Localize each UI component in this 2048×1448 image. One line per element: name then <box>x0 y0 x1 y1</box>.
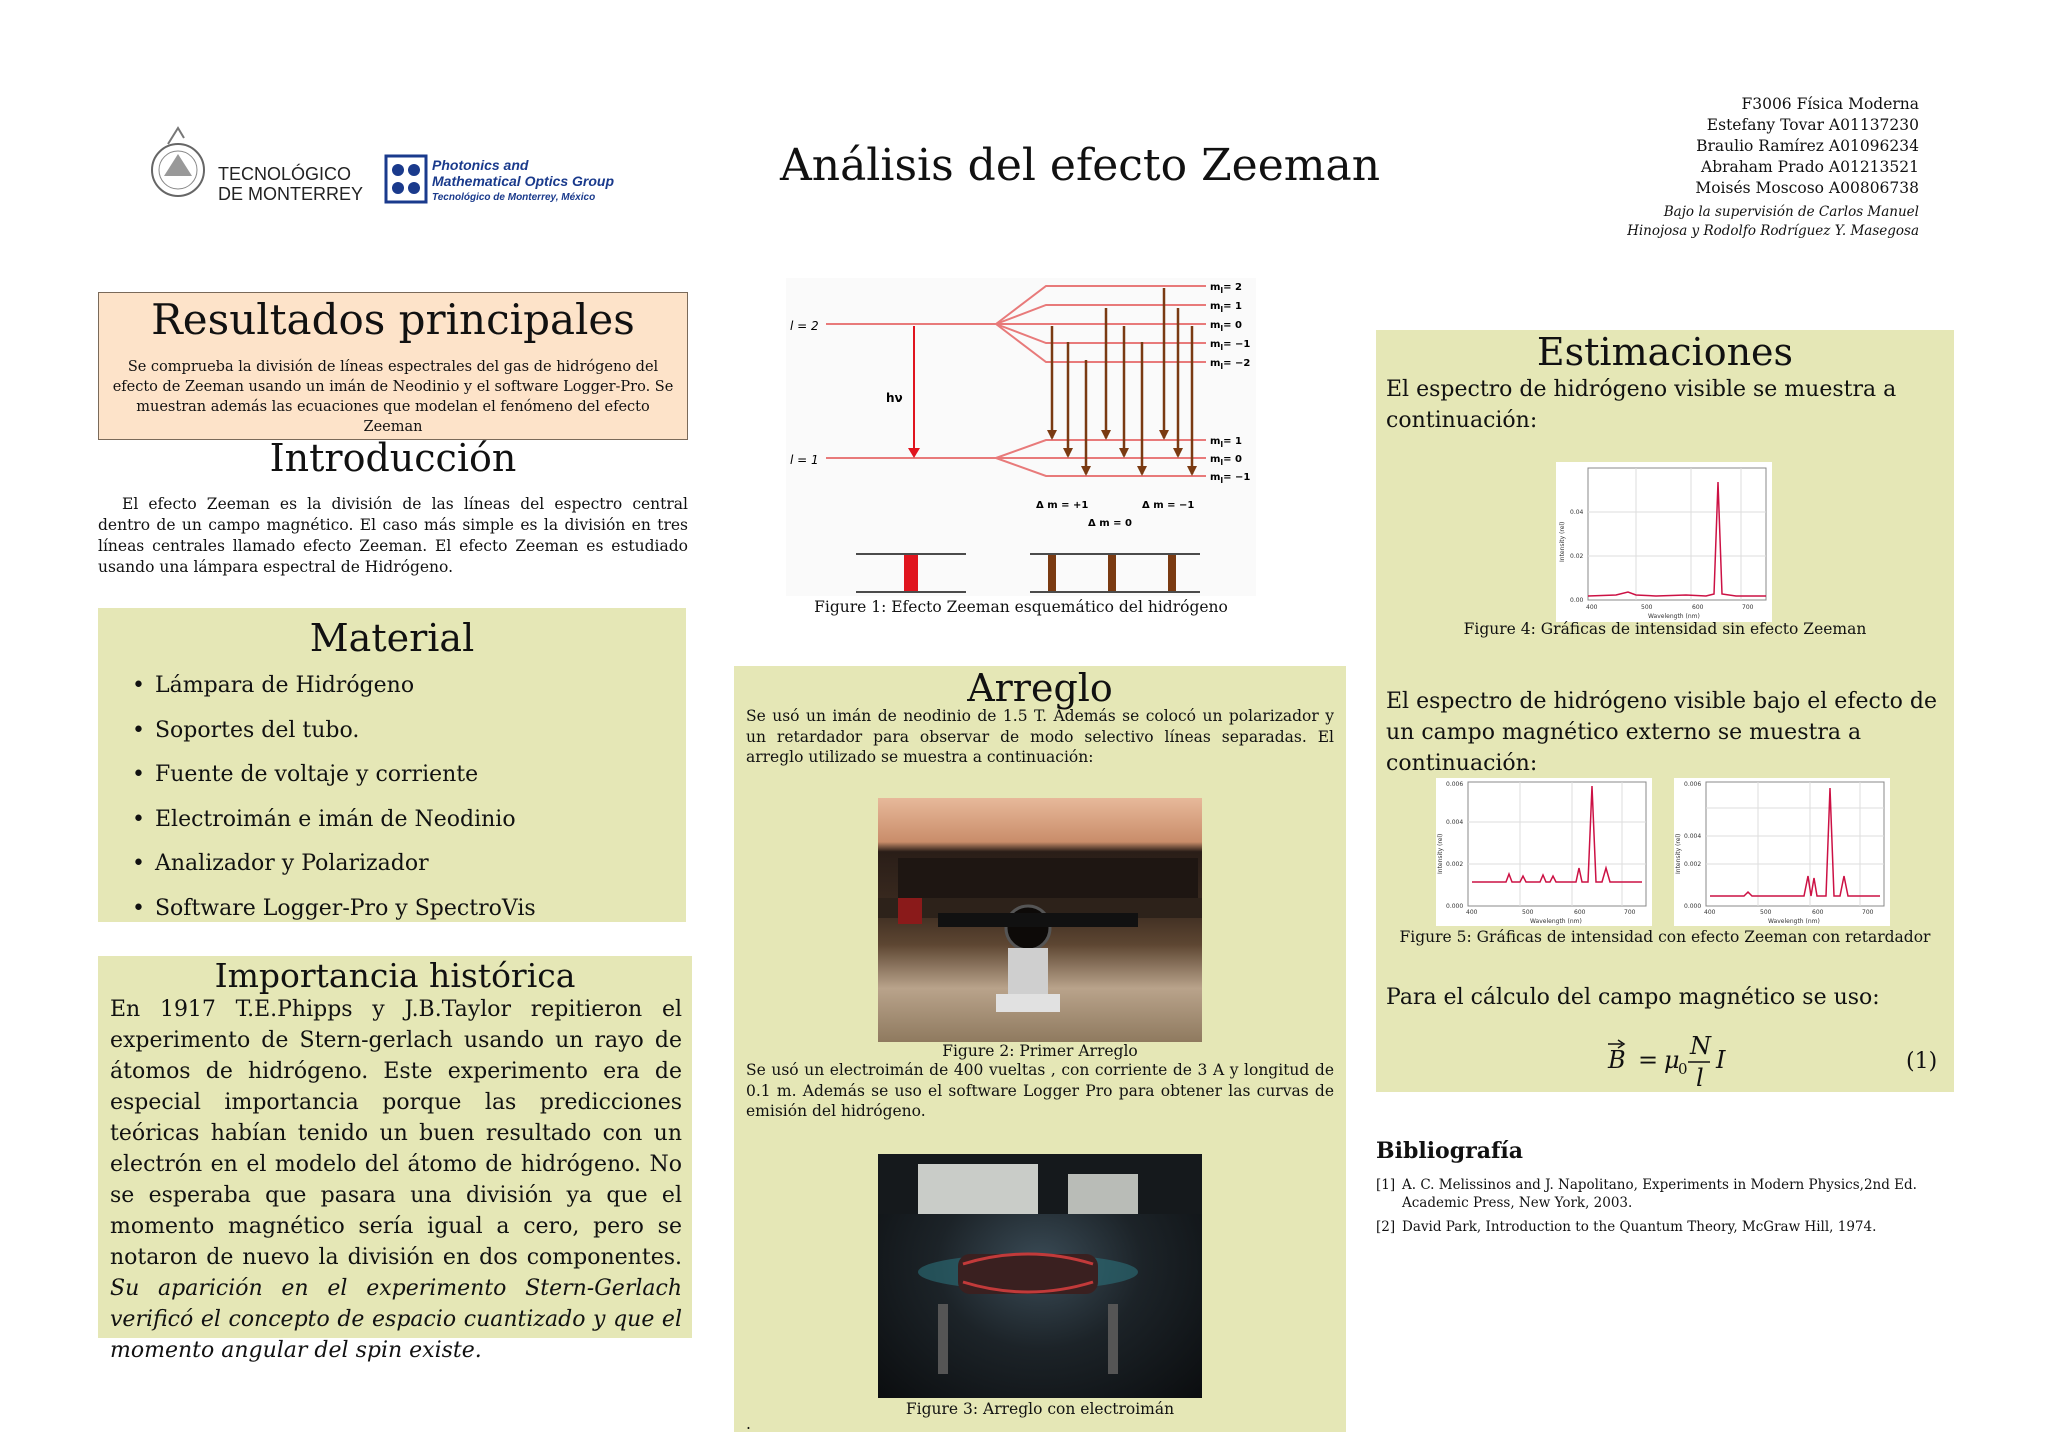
svg-text:0.006: 0.006 <box>1446 781 1464 788</box>
arreglo-box <box>734 666 1346 1432</box>
institution-name-line2: DE MONTERREY <box>218 184 364 204</box>
svg-text:N: N <box>1690 1032 1711 1060</box>
svg-text:500: 500 <box>1641 604 1653 611</box>
setup-photo-2 <box>878 1154 1202 1398</box>
figure4-caption: Figure 4: Gráficas de intensidad sin efecto Zeeman <box>1463 620 1867 638</box>
dm-zero: Δ m = 0 <box>1088 518 1132 529</box>
material-list <box>132 664 536 931</box>
supervision-line2: Hinojosa y Rodolfo Rodríguez Y. Masegosa <box>1627 223 1919 239</box>
svg-text:500: 500 <box>1760 909 1772 916</box>
list-item <box>1376 1218 1966 1236</box>
svg-text:600: 600 <box>1574 909 1586 916</box>
svg-text:700: 700 <box>1742 604 1754 611</box>
svg-text:Wavelength (nm): Wavelength (nm) <box>1648 613 1700 620</box>
svg-text:0.002: 0.002 <box>1446 861 1464 868</box>
list-item: • Electroimán e imán de Neodinio <box>132 798 536 843</box>
photonics-group-logo <box>384 154 616 204</box>
group-line3: Tecnológico de Monterrey, México <box>432 192 596 203</box>
magnetic-field-equation <box>1376 1032 1954 1092</box>
list-item: • Analizador y Polarizador <box>132 842 536 887</box>
svg-text:0.000: 0.000 <box>1446 903 1464 910</box>
ref-number: [2] <box>1376 1219 1396 1235</box>
svg-text:0.02: 0.02 <box>1570 553 1584 560</box>
svg-text:600: 600 <box>1812 909 1824 916</box>
estimaciones-p2: El espectro de hidrógeno visible bajo el efecto de un campo magnético externo se muestra a continuación: <box>1386 689 1937 776</box>
svg-text:ml= 1: $m_l= 1$ <box>1210 301 1242 314</box>
bibliografia-list <box>1376 1176 1966 1242</box>
estimaciones-p1: El espectro de hidrógeno visible se muestra a continuación: <box>1386 377 1897 433</box>
svg-text:ml= 1: $m_l= 1$ <box>1210 436 1242 449</box>
photon-label: hν <box>886 391 903 405</box>
svg-text:Wavelength (nm): Wavelength (nm) <box>1768 918 1820 925</box>
figure5-caption: Figure 5: Gráficas de intensidad con efecto Zeeman con retardador <box>1399 928 1931 946</box>
group-line2: Mathematical Optics Group <box>432 173 615 189</box>
figure1-caption: Figure 1: Efecto Zeeman esquemático del hidrógeno <box>814 598 1228 616</box>
svg-text:B: B <box>1608 1046 1626 1074</box>
arreglo-text1: Se usó un imán de neodinio de 1.5 T. Además se colocó un polarizador y un retardador para observar de modo selectivo líneas separadas. El arreglo utilizado se muestra a continuación: <box>746 707 1334 766</box>
photonics-icon <box>386 156 426 202</box>
svg-text:400: 400 <box>1704 909 1716 916</box>
estimaciones-box <box>1376 330 1954 1092</box>
spectrum-graph-field-1 <box>1436 778 1652 926</box>
arreglo-title: Arreglo <box>967 666 1113 710</box>
tec-monterrey-logo <box>144 124 384 214</box>
author-2: Braulio Ramírez A01096234 <box>1696 137 1919 155</box>
svg-text:600: 600 <box>1692 604 1704 611</box>
svg-text:0.004: 0.004 <box>1684 833 1702 840</box>
equation-number: (1) <box>1906 1049 1938 1074</box>
author-4: Moisés Moscoso A00806738 <box>1695 179 1919 197</box>
level-upper: l = 2 <box>790 319 819 333</box>
svg-text:400: 400 <box>1466 909 1478 916</box>
svg-text:I: I <box>1716 1046 1726 1074</box>
historia-text <box>110 994 682 1366</box>
list-item: • Lámpara de Hidrógeno <box>132 664 536 709</box>
list-item: • Software Logger-Pro y SpectroVis <box>132 887 536 932</box>
svg-text:0.006: 0.006 <box>1684 781 1702 788</box>
svg-text:0.04: 0.04 <box>1570 509 1584 516</box>
svg-text:400: 400 <box>1586 604 1598 611</box>
svg-text:ml= 2: $m_l= 2$ <box>1210 282 1242 295</box>
dm-minus: Δ m = −1 <box>1142 500 1195 511</box>
spectrum-graph-no-field <box>1556 462 1772 622</box>
svg-text:Wavelength (nm): Wavelength (nm) <box>1530 918 1582 925</box>
svg-text:0: 0 <box>1678 1060 1688 1078</box>
svg-text:Intensity (rel): Intensity (rel) <box>1437 833 1444 874</box>
poster-title: Análisis del efecto Zeeman <box>779 140 1381 191</box>
svg-text:ml= 0: $m_l= 0$ <box>1210 454 1242 467</box>
estimaciones-p3: Para el cálculo del campo magnético se uso: <box>1386 985 1880 1010</box>
figure2-caption: Figure 2: Primer Arreglo <box>942 1042 1138 1060</box>
seal-icon <box>152 128 204 196</box>
author-3: Abraham Prado A01213521 <box>1701 158 1919 176</box>
institution-name-line1: TECNOLÓGICO <box>218 164 352 184</box>
material-title: Material <box>309 616 475 660</box>
svg-text:ml= −1: $m_l= -1$ <box>1210 339 1251 352</box>
svg-text:ml= −2: $m_l= -2$ <box>1210 358 1251 371</box>
course-name: F3006 Física Moderna <box>1741 95 1919 113</box>
level-lower: l = 1 <box>790 453 819 467</box>
svg-text:ml= −1: $m_l= -1$ <box>1210 472 1251 485</box>
ref-text: David Park, Introduction to the Quantum Theory, McGraw Hill, 1974. <box>1402 1219 1877 1235</box>
spectrum-graph-field-2 <box>1674 778 1890 926</box>
author-block <box>1627 94 1919 241</box>
arreglo-text2: Se usó un electroimán de 400 vueltas , con corriente de 3 A y longitud de 0.1 m. Además se uso el software Logger Pro para obtener las curvas de emisión del hidrógeno. <box>746 1061 1334 1120</box>
svg-text:0.000: 0.000 <box>1684 903 1702 910</box>
trailing-dot: . <box>746 1415 751 1433</box>
historia-title: Importancia histórica <box>214 956 576 995</box>
svg-text:0.00: 0.00 <box>1570 597 1584 604</box>
author-1: Estefany Tovar A01137230 <box>1706 116 1919 134</box>
setup-photo-1 <box>878 798 1202 1042</box>
bibliografia-title: Bibliografía <box>1376 1138 1524 1164</box>
historia-italic: Su aparición en el experimento Stern-Gerlach verificó el concepto de espacio cuantizado y que el momento angular del spin existe. <box>110 1276 682 1363</box>
supervision-line1: Bajo la supervisión de Carlos Manuel <box>1663 204 1919 220</box>
svg-text:500: 500 <box>1522 909 1534 916</box>
svg-text:Intensity (rel): Intensity (rel) <box>1675 833 1682 874</box>
resultados-box <box>98 292 688 440</box>
svg-text:ml= 0: $m_l= 0$ <box>1210 320 1242 333</box>
list-item: • Fuente de voltaje y corriente <box>132 753 536 798</box>
resultados-text: Se comprueba la división de líneas espectrales del gas de hidrógeno del efecto de Zeeman usando un imán de Neodinio y el software Logger-Pro. Se muestran además las ecuaciones que modelan el fenómeno del efecto Zeeman <box>112 359 674 435</box>
svg-text:μ: μ <box>1664 1046 1680 1074</box>
material-box <box>98 608 686 922</box>
group-line1: Photonics and <box>432 157 529 173</box>
svg-text:0.004: 0.004 <box>1446 819 1464 826</box>
introduccion-text: El efecto Zeeman es la división de las líneas del espectro central dentro de un campo magnético. El caso más simple es la división en tres líneas centrales llamado efecto Zeeman. El efecto Zeeman es estudiado usando una lámpara espectral de Hidrógeno. <box>98 495 688 576</box>
ref-text: A. C. Melissinos and J. Napolitano, Experiments in Modern Physics,2nd Ed. Academic Press, New York, 2003. <box>1402 1177 1917 1211</box>
ref-number: [1] <box>1376 1177 1396 1193</box>
resultados-title: Resultados principales <box>151 295 635 344</box>
historia-body: En 1917 T.E.Phipps y J.B.Taylor repitieron el experimento de Stern-gerlach usando un rayo de átomos de hidrógeno. Este experimento era de especial importancia porque las predicciones teóricas habían tenido un buen resultado con un electrón en el modelo del átomo de hidrógeno. No se esperaba que pasara una división ya que el momento magnético sería igual a cero, pero se notaron de nuevo la división en dos componentes. <box>110 997 682 1270</box>
zeeman-diagram <box>786 278 1256 596</box>
list-item <box>1376 1176 1966 1212</box>
figure3-caption: Figure 3: Arreglo con electroimán <box>905 1400 1175 1418</box>
list-item: • Soportes del tubo. <box>132 709 536 754</box>
svg-text:0.002: 0.002 <box>1684 861 1702 868</box>
svg-text:700: 700 <box>1862 909 1874 916</box>
historia-box <box>98 956 692 1363</box>
svg-text:Intensity (rel): Intensity (rel) <box>1559 521 1566 562</box>
svg-text:l: l <box>1696 1064 1704 1092</box>
svg-text:700: 700 <box>1624 909 1636 916</box>
dm-plus: Δ m = +1 <box>1036 500 1089 511</box>
introduccion-title: Introducción <box>269 436 517 480</box>
estimaciones-title: Estimaciones <box>1536 330 1794 374</box>
svg-text:=: = <box>1638 1046 1659 1074</box>
